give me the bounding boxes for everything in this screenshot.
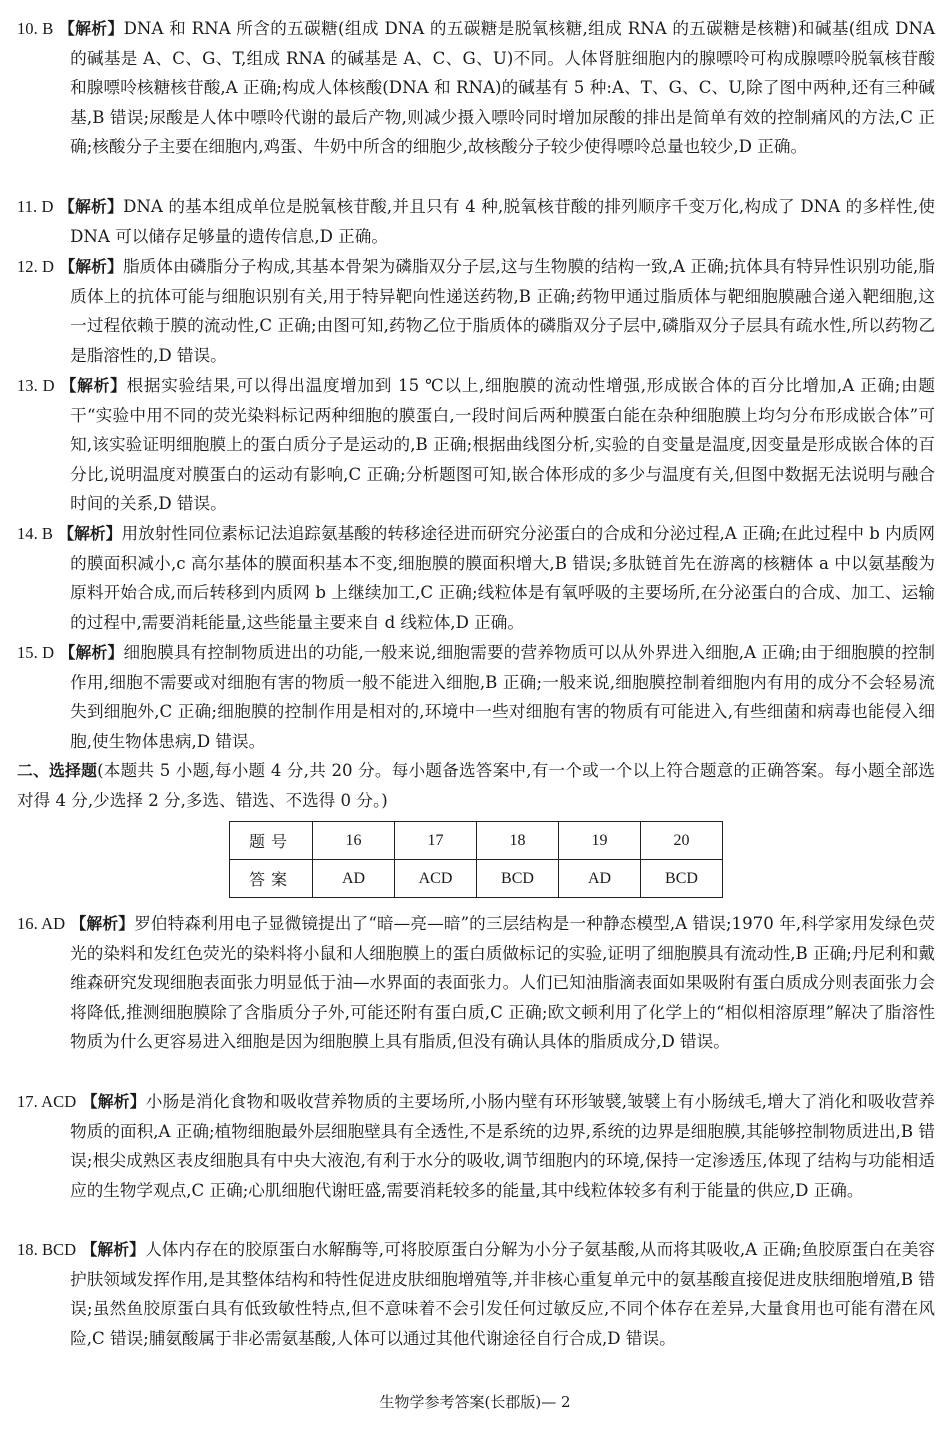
analysis-text: 小肠是消化食物和吸收营养物质的主要场所,小肠内壁有环形皱襞,皱襞上有小肠绒毛,增大了消化和吸收营养物质的面积,A 正确;植物细胞最外层细胞壁具有全透性,不是系统的边界,系统的边界是细胞膜,其能够控制物质进出,B 错误;根尖成熟区表皮细胞具有中央大液泡,有利于水分的吸收,调节细胞内的环境,保持一定渗透压,体现了结构与功能相适应的生物学观点,C 正确;心肌细胞代谢旺盛,需要消耗较多的能量,其中线粒体较多有利于能量的供应,D 正确。	[70, 1092, 935, 1200]
analysis-text: DNA 的基本组成单位是脱氧核苷酸,并且只有 4 种,脱氧核苷酸的排列顺序千变万化,构成了 DNA 的多样性,使 DNA 可以储存足够量的遗传信息,D 正确。	[70, 197, 935, 246]
table-cell: 18	[477, 822, 559, 860]
table-cell: 19	[559, 822, 641, 860]
page-footer: 生物学参考答案(长郡版)— 2	[379, 1393, 571, 1411]
answer-item-12	[17, 252, 935, 370]
analysis-tag: 【解析】	[58, 19, 124, 38]
analysis-text: 人体内存在的胶原蛋白水解酶等,可将胶原蛋白分解为小分子氨基酸,从而将其吸收,A 正确;鱼胶原蛋白在美容护肤领域发挥作用,是其整体结构和特性促进皮肤细胞增殖等,并非核心重复单元中的氨基酸直接促进皮肤细胞增殖,B 错误;虽然鱼胶原蛋白具有低致敏性特点,但不意味着不会引发任何过敏反应,不同个体存在差异,大量食用也可能有潜在风险,C 错误;脯氨酸属于非必需氨基酸,人体可以通过其他代谢途径自行合成,D 错误。	[70, 1240, 935, 1348]
question-number: 17. ACD	[17, 1092, 77, 1111]
row-label-answer: 答案	[230, 860, 313, 898]
table-cell: ACD	[395, 860, 477, 898]
analysis-text: 罗伯特森利用电子显微镜提出了“暗—亮—暗”的三层结构是一种静态模型,A 错误;1970 年,科学家用发绿色荧光的染料和发红色荧光的染料将小鼠和人细胞膜上的蛋白质做标记的实验,证明了细胞膜具有流动性,B 正确;丹尼利和戴维森研究发现细胞表面张力明显低于油—水界面的表面张力。人们已知油脂滴表面如果吸附有蛋白质成分则表面张力会将降低,推测细胞膜除了含脂质分子外,可能还附有蛋白质,C 正确;欧文顿利用了化学上的“相似相溶原理”解决了脂溶性物质为什么更容易进入细胞是因为细胞膜上具有脂质,但没有确认具体的脂质成分,D 错误。	[70, 914, 935, 1052]
question-number: 13. D	[17, 376, 55, 395]
answer-item-10	[17, 14, 935, 162]
question-number: 14. B	[17, 524, 53, 543]
answer-table	[229, 821, 723, 898]
analysis-tag: 【解析】	[59, 643, 124, 662]
table-cell: AD	[559, 860, 641, 898]
answer-item-15	[17, 638, 935, 756]
analysis-text: 细胞膜具有控制物质进出的功能,一般来说,细胞需要的营养物质可以从外界进入细胞,A 正确;由于细胞膜的控制作用,细胞不需要或对细胞有害的物质一般不能进入细胞,B 正确;一般来说,细胞膜控制着细胞内有用的成分不会轻易流失到细胞外,C 正确;细胞膜的控制作用是相对的,环境中一些对细胞有害的物质有可能进入,有些细菌和病毒也能侵入细胞,使生物体患病,D 错误。	[70, 643, 935, 751]
question-number: 10. B	[17, 19, 54, 38]
answer-item-13	[17, 371, 935, 519]
analysis-tag: 【解析】	[58, 197, 124, 216]
question-number: 16. AD	[17, 914, 66, 933]
analysis-text: 脂质体由磷脂分子构成,其基本骨架为磷脂双分子层,这与生物膜的结构一致,A 正确;抗体具有特异性识别功能,脂质体上的抗体可能与细胞识别有关,用于特异靶向性递送药物,B 正确;药物甲通过脂质体与靶细胞膜融合递入靶细胞,这一过程依赖于膜的流动性,C 正确;由图可知,药物乙位于脂质体的磷脂双分子层中,磷脂双分子层具有疏水性,所以药物乙是脂溶性的,D 错误。	[70, 257, 935, 365]
answer-item-14	[17, 519, 935, 637]
analysis-tag: 【解析】	[58, 524, 122, 543]
analysis-text: 用放射性同位素标记法追踪氨基酸的转移途径进而研究分泌蛋白的合成和分泌过程,A 正确;在此过程中 b 内质网的膜面积减小,c 高尔基体的膜面积基本不变,细胞膜的膜面积增大,B 错误;多肽链首先在游离的核糖体 a 中以氨基酸为原料开始合成,而后转移到内质网 b 上继续加工,C 正确;线粒体是有氧呼吸的主要场所,在分泌蛋白的合成、加工、运输的过程中,需要消耗能量,这些能量主要来自 d 线粒体,D 正确。	[70, 524, 935, 632]
section-2-heading	[17, 756, 935, 815]
analysis-tag: 【解析】	[59, 257, 123, 276]
row-label-number: 题号	[230, 822, 313, 860]
question-number: 15. D	[17, 643, 55, 662]
answer-item-11	[17, 192, 935, 251]
analysis-tag: 【解析】	[70, 914, 135, 933]
question-number: 18. BCD	[17, 1240, 77, 1259]
section-instructions: (本题共 5 小题,每小题 4 分,共 20 分。每小题备选答案中,有一个或一个以上符合题意的正确答案。每小题全部选对得 4 分,少选择 2 分,多选、错选、不选得 0 分。)	[17, 761, 935, 810]
analysis-text: 根据实验结果,可以得出温度增加到 15 ℃以上,细胞膜的流动性增强,形成嵌合体的百分比增加,A 正确;由题干“实验中用不同的荧光染料标记两种细胞的膜蛋白,一段时间后两种膜蛋白能在杂种细胞膜上均匀分布形成嵌合体”可知,该实验证明细胞膜上的蛋白质分子是运动的,B 正确;根据曲线图分析,实验的自变量是温度,因变量是形成嵌合体的百分比,说明温度对膜蛋白的运动有影响,C 正确;分析题图可知,嵌合体形成的多少与温度有关,但图中数据无法说明与融合时间的关系,D 错误。	[70, 376, 935, 514]
table-row-answers	[230, 860, 723, 898]
table-cell: AD	[313, 860, 395, 898]
table-cell: BCD	[641, 860, 723, 898]
question-number: 11. D	[17, 197, 54, 216]
section-title: 二、选择题	[17, 761, 98, 780]
analysis-text: DNA 和 RNA 所含的五碳糖(组成 DNA 的五碳糖是脱氧核糖,组成 RNA 的五碳糖是核糖)和碱基(组成 DNA 的碱基是 A、C、G、T,组成 RNA 的碱基是 A、C、G、U)不同。人体肾脏细胞内的腺嘌呤可构成腺嘌呤脱氧核苷酸和腺嘌呤核糖核苷酸,A 正确;构成人体核酸(DNA 和 RNA)的碱基有 5 种:A、T、G、C、U,除了图中两种,还有三种碱基,B 错误;尿酸是人体中嘌呤代谢的最后产物,则减少摄入嘌呤同时增加尿酸的排出是简单有效的控制痛风的方法,C 正确;核酸分子主要在细胞内,鸡蛋、牛奶中所含的细胞少,故核酸分子较少使得嘌呤总量也较少,D 正确。	[70, 19, 935, 157]
table-cell: 16	[313, 822, 395, 860]
table-cell: BCD	[477, 860, 559, 898]
analysis-tag: 【解析】	[81, 1240, 146, 1259]
table-cell: 17	[395, 822, 477, 860]
table-cell: 20	[641, 822, 723, 860]
analysis-tag: 【解析】	[60, 376, 127, 395]
answer-item-18	[17, 1235, 935, 1353]
analysis-tag: 【解析】	[81, 1092, 146, 1111]
answer-item-17	[17, 1087, 935, 1205]
answer-item-16	[17, 909, 935, 1057]
table-row-numbers	[230, 822, 723, 860]
question-number: 12. D	[17, 257, 54, 276]
